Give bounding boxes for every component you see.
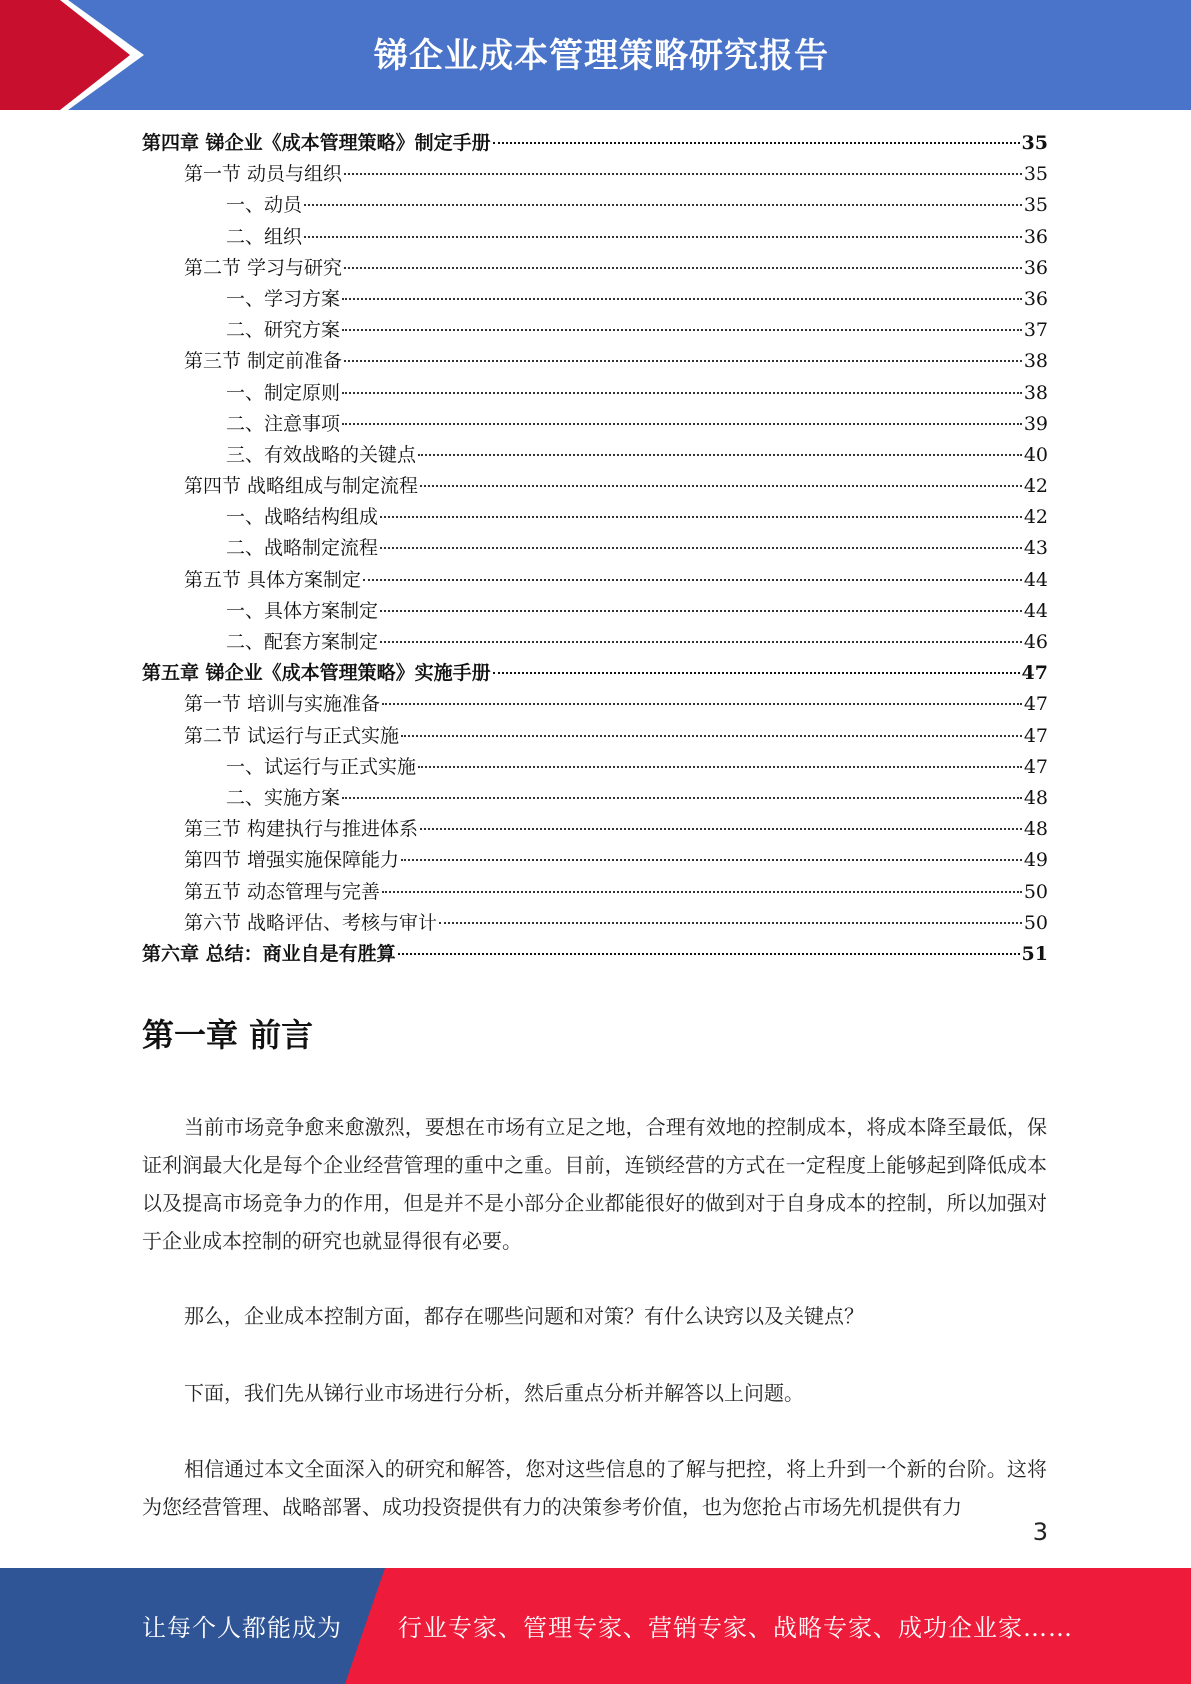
toc-dot-leader <box>382 890 1022 893</box>
toc-page-number: 49 <box>1023 849 1048 872</box>
toc-page-number: 47 <box>1023 724 1048 747</box>
toc-dot-leader <box>380 515 1022 518</box>
toc-page-number: 44 <box>1023 568 1048 591</box>
toc-page-number: 48 <box>1023 818 1048 841</box>
toc-entry-title: 一、试运行与正式实施 <box>226 755 417 778</box>
paragraph-outline: 下面，我们先从锑行业市场进行分析，然后重点分析并解答以上问题。 <box>184 1381 804 1405</box>
toc-section-entry[interactable] <box>142 908 1048 939</box>
footer-slogan-left: 让每个人都能成为 <box>142 1614 342 1642</box>
toc-dot-leader <box>420 484 1022 487</box>
toc-chapter-entry[interactable] <box>142 939 1048 970</box>
toc-entry-title: 第一节 培训与实施准备 <box>184 693 381 716</box>
toc-entry-title: 一、动员 <box>226 194 303 217</box>
toc-page-number: 42 <box>1023 475 1048 498</box>
toc-dot-leader <box>380 609 1022 612</box>
toc-section-entry[interactable] <box>142 877 1048 908</box>
chapter-heading: 第一章 前言 <box>142 1016 314 1054</box>
toc-dot-leader <box>304 235 1022 238</box>
paragraph-intro: 当前市场竞争愈来愈激烈，要想在市场有立足之地，合理有效地的控制成本，将成本降至最低，保证利润最大化是每个企业经营管理的重中之重。目前，连锁经营的方式在一定程度上能够起到降低成本以及提高市场竞争力的作用，但是并不是小部分企业都能很好的做到对于自身成本的控制，所以加强对于企业成本控制的研究也就显得很有必要。 <box>142 1115 1047 1253</box>
toc-dot-leader <box>363 578 1022 581</box>
toc-subsection-entry[interactable] <box>142 783 1048 814</box>
toc-page-number: 47 <box>1023 755 1048 778</box>
toc-page-number: 47 <box>1021 662 1048 685</box>
toc-entry-title: 第四节 战略组成与制定流程 <box>184 475 419 498</box>
toc-page-number: 37 <box>1023 319 1048 342</box>
toc-page-number: 35 <box>1021 132 1048 154</box>
toc-chapter-entry[interactable] <box>142 658 1048 689</box>
toc-page-number: 47 <box>1023 693 1048 716</box>
toc-dot-leader <box>342 796 1022 799</box>
toc-subsection-entry[interactable] <box>142 409 1048 440</box>
toc-subsection-entry[interactable] <box>142 533 1048 564</box>
toc-dot-leader <box>342 328 1022 331</box>
toc-section-entry[interactable] <box>142 845 1048 876</box>
toc-chapter-entry[interactable] <box>142 128 1048 159</box>
toc-section-entry[interactable] <box>142 159 1048 190</box>
toc-subsection-entry[interactable] <box>142 284 1048 315</box>
toc-dot-leader <box>342 391 1022 394</box>
toc-dot-leader <box>418 453 1022 456</box>
toc-dot-leader <box>380 640 1022 643</box>
toc-entry-title: 第五节 动态管理与完善 <box>184 880 381 903</box>
toc-entry-title: 第二节 学习与研究 <box>184 256 343 279</box>
toc-entry-title: 第四节 增强实施保障能力 <box>184 849 400 872</box>
toc-entry-title: 第四章 锑企业《成本管理策略》制定手册 <box>142 132 491 154</box>
page-number: 3 <box>1032 1518 1048 1546</box>
toc-page-number: 35 <box>1023 163 1048 186</box>
toc-section-entry[interactable] <box>142 471 1048 502</box>
toc-entry-title: 二、研究方案 <box>226 319 341 342</box>
toc-entry-title: 三、有效战略的关键点 <box>226 443 417 466</box>
toc-page-number: 42 <box>1023 506 1048 529</box>
toc-entry-title: 第六章 总结：商业自是有胜算 <box>142 942 396 965</box>
toc-dot-leader <box>418 765 1022 768</box>
toc-page-number: 38 <box>1023 381 1048 404</box>
toc-entry-title: 二、实施方案 <box>226 786 341 809</box>
toc-subsection-entry[interactable] <box>142 315 1048 346</box>
toc-dot-leader <box>493 141 1020 144</box>
toc-entry-title: 第一节 动员与组织 <box>184 163 343 186</box>
toc-dot-leader <box>342 422 1022 425</box>
toc-entry-title: 第六节 战略评估、考核与审计 <box>184 911 438 934</box>
toc-section-entry[interactable] <box>142 253 1048 284</box>
toc-dot-leader <box>439 921 1022 924</box>
toc-entry-title: 一、具体方案制定 <box>226 599 379 622</box>
toc-dot-leader <box>398 952 1020 955</box>
document-title: 锑企业成本管理策略研究报告 <box>374 36 829 76</box>
toc-page-number: 36 <box>1023 225 1048 248</box>
toc-section-entry[interactable] <box>142 721 1048 752</box>
toc-subsection-entry[interactable] <box>142 440 1048 471</box>
toc-dot-leader <box>342 297 1022 300</box>
toc-dot-leader <box>401 858 1022 861</box>
toc-section-entry[interactable] <box>142 689 1048 720</box>
toc-subsection-entry[interactable] <box>142 190 1048 221</box>
toc-entry-title: 一、学习方案 <box>226 287 341 310</box>
toc-section-entry[interactable] <box>142 814 1048 845</box>
toc-page-number: 48 <box>1023 786 1048 809</box>
paragraph-questions: 那么，企业成本控制方面，都存在哪些问题和对策？有什么诀窍以及关键点？ <box>184 1304 864 1328</box>
toc-page-number: 43 <box>1023 537 1048 560</box>
toc-page-number: 46 <box>1023 631 1048 653</box>
toc-page-number: 36 <box>1023 256 1048 279</box>
toc-dot-leader <box>382 702 1022 705</box>
toc-section-entry[interactable] <box>142 346 1048 377</box>
toc-page-number: 51 <box>1021 942 1048 965</box>
toc-section-entry[interactable] <box>142 565 1048 596</box>
toc-dot-leader <box>344 172 1022 175</box>
toc-subsection-entry[interactable] <box>142 752 1048 783</box>
toc-subsection-entry[interactable] <box>142 627 1048 658</box>
header-banner <box>0 0 1191 110</box>
toc-dot-leader <box>304 203 1022 206</box>
toc-entry-title: 第三节 构建执行与推进体系 <box>184 818 419 841</box>
toc-dot-leader <box>420 827 1022 830</box>
toc-page-number: 39 <box>1023 412 1048 435</box>
toc-entry-title: 第五节 具体方案制定 <box>184 568 362 591</box>
toc-subsection-entry[interactable] <box>142 596 1048 627</box>
toc-subsection-entry[interactable] <box>142 502 1048 533</box>
toc-entry-title: 二、配套方案制定 <box>226 631 379 653</box>
toc-entry-title: 第五章 锑企业《成本管理策略》实施手册 <box>142 662 491 685</box>
toc-subsection-entry[interactable] <box>142 222 1048 253</box>
toc-entry-title: 二、战略制定流程 <box>226 537 379 560</box>
toc-page-number: 36 <box>1023 287 1048 310</box>
toc-entry-title: 一、战略结构组成 <box>226 506 379 529</box>
paragraph-conclusion: 相信通过本文全面深入的研究和解答，您对这些信息的了解与把控，将上升到一个新的台阶。这将为您经营管理、战略部署、成功投资提供有力的决策参考价值，也为您抢占市场先机提供有力 <box>142 1457 1047 1519</box>
toc-page-number: 40 <box>1023 443 1048 466</box>
toc-page-number: 44 <box>1023 599 1048 622</box>
toc-page-number: 50 <box>1023 911 1048 934</box>
toc-page-number: 50 <box>1023 880 1048 903</box>
footer-banner <box>0 1568 1191 1684</box>
toc-entry-title: 第三节 制定前准备 <box>184 350 343 373</box>
toc-entry-title: 一、制定原则 <box>226 381 341 404</box>
toc-entry-title: 二、组织 <box>226 225 303 248</box>
toc-dot-leader <box>344 266 1022 269</box>
toc-dot-leader <box>401 734 1022 737</box>
toc-entry-title: 二、注意事项 <box>226 412 341 435</box>
toc-page-number: 38 <box>1023 350 1048 373</box>
toc-dot-leader <box>344 359 1022 362</box>
toc-subsection-entry[interactable] <box>142 378 1048 409</box>
table-of-contents <box>142 128 1048 970</box>
toc-entry-title: 第二节 试运行与正式实施 <box>184 724 400 747</box>
toc-page-number: 35 <box>1023 194 1048 217</box>
toc-dot-leader <box>493 671 1020 674</box>
footer-slogan-right: 行业专家、管理专家、营销专家、战略专家、成功企业家…… <box>398 1614 1073 1642</box>
toc-dot-leader <box>380 546 1022 549</box>
